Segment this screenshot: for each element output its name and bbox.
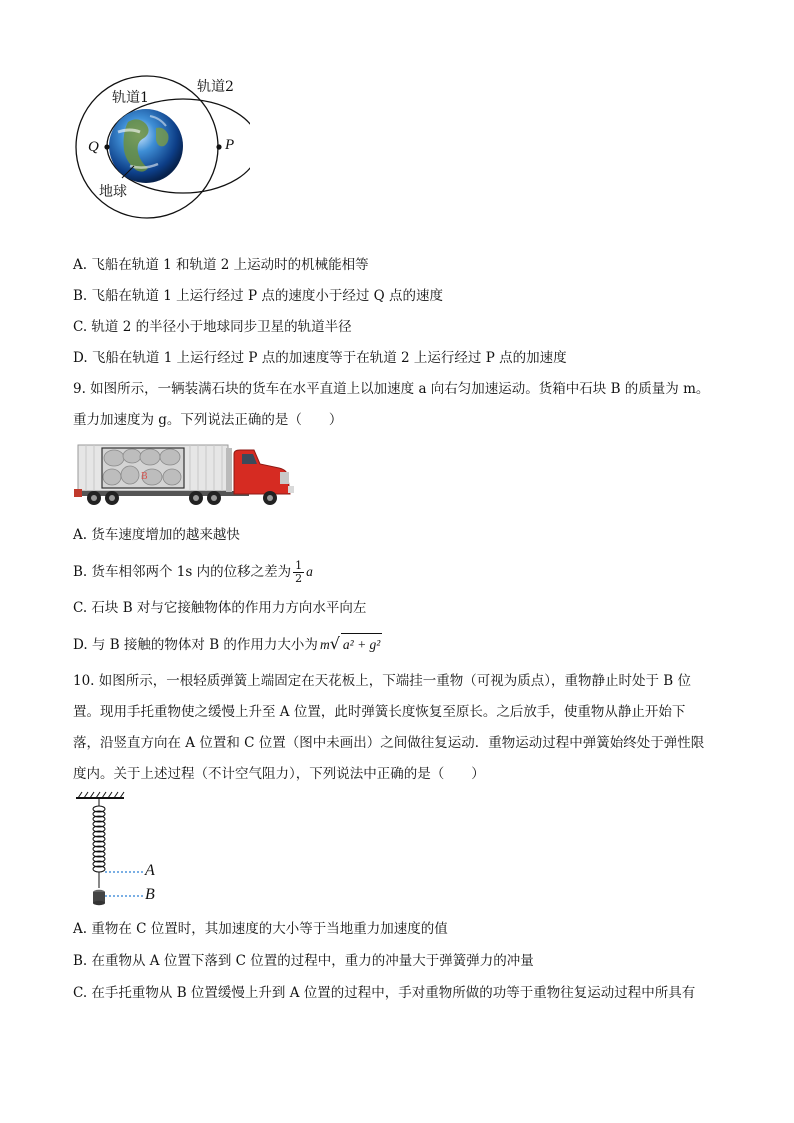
point-q — [104, 144, 109, 149]
q10-option-c: C. 在手托重物从 B 位置缓慢上升到 A 位置的过程中，手对重物所做的功等于重物往复运动过程中所具有 — [73, 985, 696, 1001]
orbit-1-label: 轨道1 — [112, 90, 149, 106]
earth-icon — [109, 109, 183, 183]
q10-option-b: B. 在重物从 A 位置下落到 C 位置的过程中，重力的冲量大于弹簧弹力的冲量 — [73, 953, 534, 969]
spring-coils — [93, 806, 105, 872]
q9-option-d — [73, 633, 382, 656]
q9-option-d-m: m — [319, 637, 330, 652]
q10-option-a: A. 重物在 C 位置时，其加速度的大小等于当地重力加速度的值 — [73, 921, 448, 937]
truck-rock-b-label: B — [141, 472, 148, 482]
spring-figure — [74, 790, 174, 910]
q9-option-c: C. 石块 B 对与它接触物体的作用力方向水平向左 — [73, 600, 367, 616]
truck-figure — [74, 442, 304, 512]
sqrt-icon: √ — [329, 634, 340, 653]
point-p — [216, 144, 221, 149]
q9-option-d-root: a² + g² — [341, 633, 382, 656]
point-q-label: Q — [88, 139, 99, 155]
fraction-numerator: 1 — [295, 559, 303, 572]
q9-option-b-prefix: B. 货车相邻两个 1s 内的位移之差为 — [73, 564, 292, 580]
q10-stem-line3: 落，沿竖直方向在 A 位置和 C 位置（图中未画出）之间做往复运动．重物运动过程中弹簧始终处于弹性限 — [73, 735, 705, 751]
q9-option-d-prefix: D. 与 B 接触的物体对 B 的作用力大小为 — [73, 637, 318, 653]
q9-stem-line1: 9. 如图所示，一辆装满石块的货车在水平直道上以加速度 a 向右匀加速运动。货箱中石块 B 的质量为 m。 — [73, 381, 710, 397]
q9-option-b-fraction — [293, 560, 304, 585]
q9-stem-line2: 重力加速度为 g。下列说法正确的是（ ） — [73, 412, 343, 428]
fraction-denominator: 2 — [295, 572, 303, 585]
q8-option-a: A. 飞船在轨道 1 和轨道 2 上运动时的机械能相等 — [73, 257, 369, 273]
position-a-label: A — [145, 862, 155, 879]
q8-option-c: C. 轨道 2 的半径小于地球同步卫星的轨道半径 — [73, 319, 352, 335]
q9-option-b — [73, 558, 313, 586]
q8-option-d: D. 飞船在轨道 1 上运行经过 P 点的加速度等于在轨道 2 上运行经过 P 点的加速度 — [73, 350, 567, 366]
point-p-label: P — [225, 137, 235, 153]
weight-icon — [93, 890, 105, 905]
truck-icon — [74, 442, 304, 512]
orbit-2-label: 轨道2 — [197, 79, 234, 95]
q10-stem-line4: 度内。关于上述过程（不计空气阻力），下列说法中正确的是（ ） — [73, 766, 485, 782]
q10-stem-line2: 置。现用手托重物使之缓慢上升至 A 位置，此时弹簧长度恢复至原长。之后放手，使重物从静止开始下 — [73, 704, 686, 720]
earth-label: 地球 — [99, 184, 127, 200]
q10-stem-line1: 10. 如图所示，一根轻质弹簧上端固定在天花板上，下端挂一重物（可视为质点），重物静止时处于 B 位 — [73, 673, 692, 689]
q9-option-b-suffix: a — [306, 564, 313, 579]
q8-option-b: B. 飞船在轨道 1 上运行经过 P 点的速度小于经过 Q 点的速度 — [73, 288, 443, 304]
position-b-label: B — [145, 886, 155, 903]
spring-diagram — [74, 790, 174, 910]
q9-option-a: A. 货车速度增加的越来越快 — [73, 527, 240, 543]
